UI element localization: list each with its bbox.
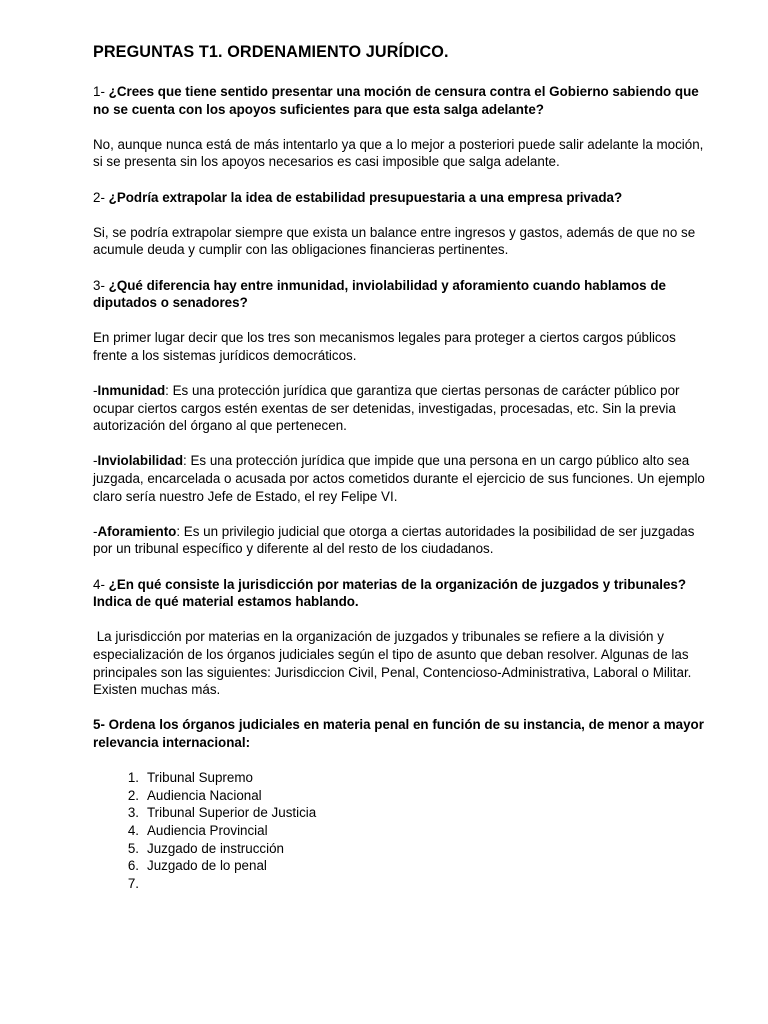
ordered-list [93,769,708,892]
question-text: ¿Crees que tiene sentido presentar una moción de censura contra el Gobierno sabiendo que no se cuenta con los apoyos suficientes para que esta salga adelante? [93,84,699,117]
question-2 [93,189,708,207]
list-number: 5. [127,840,139,856]
definition-aforamiento [93,523,708,558]
definition-text: : Es una protección jurídica que garantiza que ciertas personas de carácter público por ocupar ciertos cargos estén exentas de ser detenidas, investigadas, procesadas, etc. Sin la previa autorización del órgano al que pertenecen. [93,383,680,434]
list-text: Tribunal Supremo [147,770,253,786]
definition-prefix: - [93,523,98,539]
list-text: Juzgado de lo penal [147,858,267,874]
list-item [117,857,708,875]
list-text: Audiencia Provincial [147,822,268,838]
question-number: 1- [93,84,109,99]
list-item [117,822,708,840]
definition-term: Inmunidad [97,383,166,399]
question-number: 3- [93,277,109,293]
list-text: Juzgado de instrucción [147,840,284,856]
definition-prefix: - [93,453,98,469]
list-item [117,840,708,858]
list-item [117,875,708,893]
definition-text: : Es una protección jurídica que impide que una persona en un cargo público alto sea juzgada, encarcelada o acusada por actos cometidos durante el ejercicio de sus funciones. Un ejemplo claro sería nuestro Jefe de Estado, el rey Felipe VI. [93,453,705,504]
list-item [117,787,708,805]
definition-prefix: - [93,383,98,399]
list-text: Audiencia Nacional [147,787,262,803]
question-text: ¿Podría extrapolar la idea de estabilidad presupuestaria a una empresa privada? [108,189,623,205]
answer-2: Si, se podría extrapolar siempre que exista un balance entre ingresos y gastos, además de que no se acumule deuda y cumplir con las obligaciones financieras pertinentes. [93,224,696,258]
document-title: PREGUNTAS T1. ORDENAMIENTO JURÍDICO. [93,43,449,61]
list-number: 6. [127,858,139,874]
question-1 [93,83,708,118]
list-number: 3. [127,805,139,821]
question-3 [93,277,708,312]
list-item [117,804,708,822]
question-text: ¿Qué diferencia hay entre inmunidad, inviolabilidad y aforamiento cuando hablamos de diputados o senadores? [93,277,666,311]
question-5: 5- Ordena los órganos judiciales en materia penal en función de su instancia, de menor a mayor relevancia internacional: [93,717,704,750]
definition-term: Aforamiento [97,523,177,539]
definition-text: : Es un privilegio judicial que otorga a ciertas autoridades la posibilidad de ser juzgadas por un tribunal específico y diferente al del resto de los ciudadanos. [93,523,695,557]
answer-3: En primer lugar decir que los tres son mecanismos legales para proteger a ciertos cargos públicos frente a los sistemas jurídicos democráticos. [93,330,676,363]
question-number: 4- [93,576,109,592]
definition-term: Inviolabilidad [97,453,184,469]
question-4 [93,576,708,611]
list-number: 4. [127,822,139,838]
definition-inmunidad [93,382,708,435]
list-number: 1. [127,770,139,786]
list-text: Tribunal Superior de Justicia [147,805,317,821]
list-item [117,769,708,787]
question-number: 2- [93,189,109,205]
definition-inviolabilidad [93,452,708,505]
answer-4: La jurisdicción por materias en la organización de juzgados y tribunales se refiere a la división y especialización de los órganos judiciales según el tipo de asunto que deban resolver. Algunas de las principales son las siguientes: Jurisdiccion Civil, Penal, Contencioso-Administrativa, Laboral o Militar. Existen muchas más. [93,629,696,698]
answer-1: No, aunque nunca está de más intentarlo ya que a lo mejor a posteriori puede salir adelante la moción, si se presenta sin los apoyos necesarios es casi imposible que salga adelante. [93,136,704,170]
list-number: 2. [127,787,139,803]
question-text: ¿En qué consiste la jurisdicción por materias de la organización de juzgados y tribunales? Indica de qué material estamos hablando. [93,576,687,610]
list-number: 7. [127,875,139,891]
